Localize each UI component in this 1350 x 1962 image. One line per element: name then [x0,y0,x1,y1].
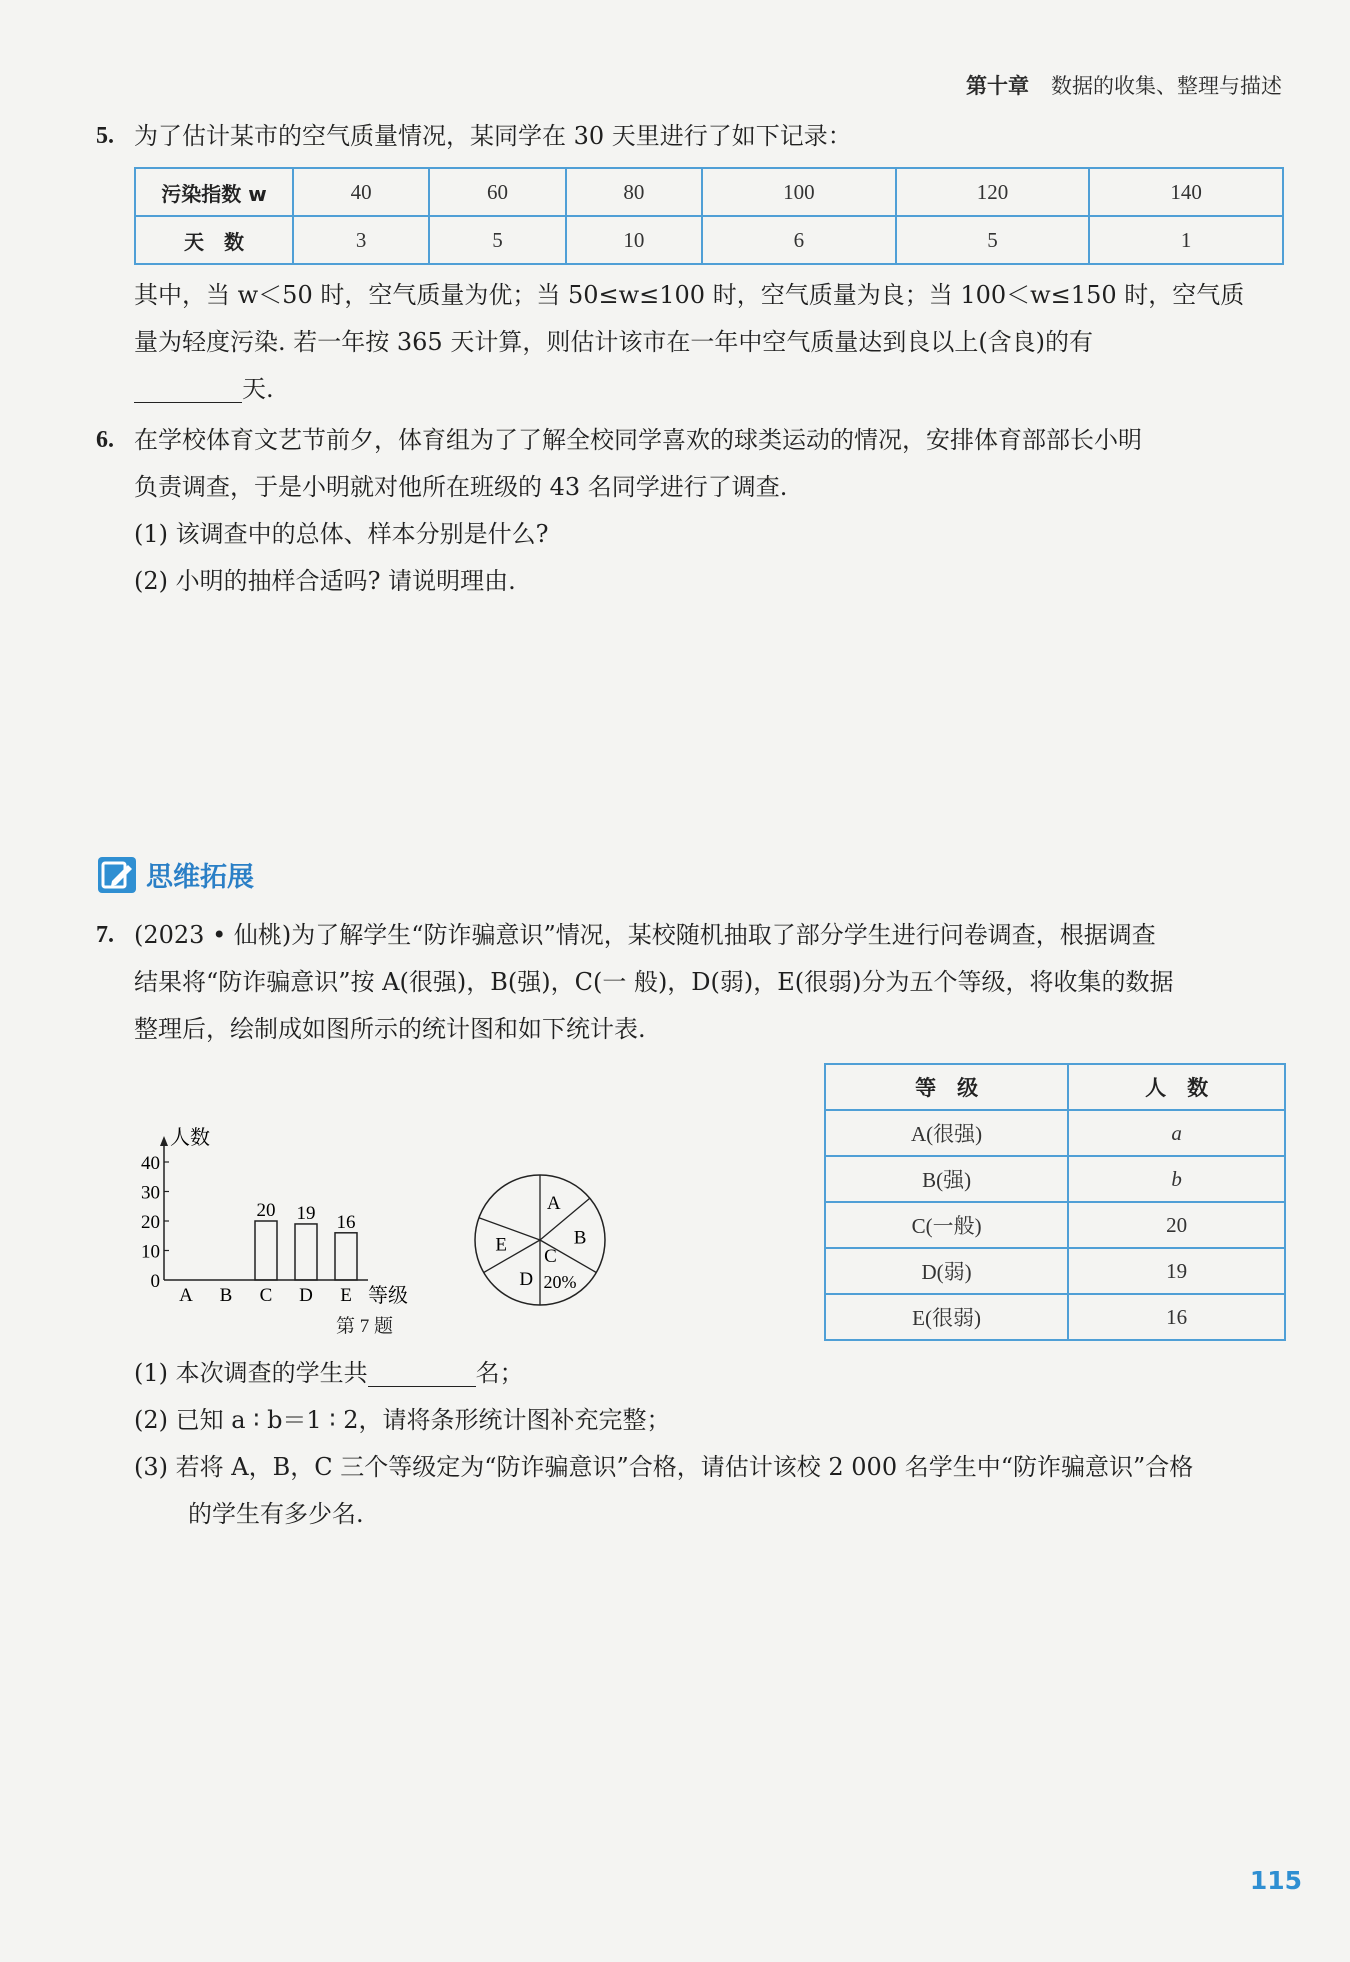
y-tick-label: 40 [141,1153,160,1174]
pie-slice-label: D [519,1268,534,1290]
q5-cell: 5 [429,216,565,264]
q5-cell: 6 [702,216,896,264]
x-tick-label: B [219,1285,233,1306]
q5-cell: 120 [896,168,1090,216]
q5-line1: 为了估计某市的空气质量情况，某同学在 30 天里进行了如下记录： [134,122,852,150]
q5-cell: 3 [293,216,429,264]
y-tick-label: 10 [141,1241,160,1263]
data-label: 16 [336,1211,356,1233]
q7-sub1-suffix: 名； [475,1359,524,1387]
y-tick-label: 0 [150,1271,160,1292]
y-axis-arrow [160,1136,168,1146]
q5-table-label-days: 天 数 [135,216,293,264]
pie-chart [470,1170,610,1310]
q7-sub2: (2) 已知 a ∶ b＝1 ∶ 2，请将条形统计图补充完整； [134,1406,671,1434]
q7-sub1 [134,1350,524,1397]
count-cell: 16 [1068,1294,1285,1340]
answer-blank[interactable] [368,1360,476,1387]
q5-cell: 100 [702,168,896,216]
q7-sub3-line2: 的学生有多少名. [188,1500,364,1528]
pencil-icon [98,857,136,893]
grade-cell: D(弱) [825,1248,1068,1294]
x-tick-label: E [340,1285,352,1306]
x-tick-label: C [259,1285,273,1306]
figure-caption: 第 7 题 [336,1316,394,1337]
q6-line2: 负责调查，于是小明就对他所在班级的 43 名同学进行了调查. [134,473,788,501]
q5-table-row-w [135,168,1283,216]
q5-table [134,167,1284,265]
answer-blank[interactable] [134,376,242,403]
q7-line3: 整理后，绘制成如图所示的统计图和如下统计表. [134,1015,646,1043]
pie-slice-label: C [544,1245,557,1267]
q7-sub3-line1: (3) 若将 A，B，C 三个等级定为“防诈骗意识”合格，请估计该校 2 000 名学生中“防诈骗意识”合格 [134,1453,1194,1481]
table-row [825,1248,1285,1294]
pie-slice-label: B [573,1227,587,1249]
q5-cell: 1 [1089,216,1283,264]
q5-line3: 量为轻度污染. 若一年按 365 天计算，则估计该市在一年中空气质量达到良以上(含良)的有 [134,328,1094,356]
data-label: 19 [296,1202,316,1224]
running-header [966,70,1282,100]
q5-number: 5. [96,123,114,149]
q5-cell: 40 [293,168,429,216]
q5-cell: 80 [566,168,702,216]
chapter-label: 第十章 [966,74,1029,98]
y-tick-label: 30 [141,1182,160,1204]
q6-number: 6. [96,427,114,453]
pie-slice-label: A [546,1193,561,1215]
chapter-title: 数据的收集、整理与描述 [1051,74,1282,98]
pie-slice-divider [484,1240,540,1273]
q7-header-grade: 等 级 [825,1064,1068,1110]
q5-cell: 5 [896,216,1090,264]
section-header [98,855,254,894]
data-label: 20 [256,1200,276,1221]
table-row [825,1294,1285,1340]
grade-cell: B(强) [825,1156,1068,1202]
q5-cell: 140 [1089,168,1283,216]
count-cell: a [1068,1110,1285,1156]
y-axis-label: 人数 [170,1127,210,1149]
grade-cell: E(很弱) [825,1294,1068,1340]
x-tick-label: A [179,1285,193,1306]
pie-slice-label: E [495,1234,507,1256]
q5-cell: 60 [429,168,565,216]
q5-table-row-days [135,216,1283,264]
q6-sub2: (2) 小明的抽样合适吗? 请说明理由. [134,567,516,595]
count-cell: 20 [1068,1202,1285,1248]
table-row [825,1202,1285,1248]
table-row [825,1110,1285,1156]
q5-line2: 其中，当 w＜50 时，空气质量为优；当 50≤w≤100 时，空气质量为良；当 100＜w≤150 时，空气质 [134,281,1245,309]
x-tick-label: D [299,1285,313,1306]
pie-layer [475,1175,605,1305]
q5-line4 [134,366,274,413]
q6-line1: 在学校体育文艺节前夕，体育组为了了解全校同学喜欢的球类运动的情况，安排体育部部长小明 [134,426,1142,454]
q7-table [824,1063,1286,1341]
q7-table-header [825,1064,1285,1110]
bar [295,1224,317,1280]
table-row [825,1156,1285,1202]
grade-cell: C(一般) [825,1202,1068,1248]
q7-line1: (2023 • 仙桃)为了解学生“防诈骗意识”情况，某校随机抽取了部分学生进行问卷调查，根据调查 [134,921,1156,949]
pie-percent-label: 20% [543,1272,577,1292]
bar [335,1233,357,1280]
q5-table-label-w: 污染指数 w [135,168,293,216]
bar-layer [141,1126,408,1307]
y-tick-label: 20 [141,1212,160,1233]
pie-slice-divider [479,1218,540,1240]
q5-cell: 10 [566,216,702,264]
bar-chart [128,1120,438,1310]
count-cell: b [1068,1156,1285,1202]
bar [255,1221,277,1280]
x-axis-label: 等级 [368,1285,408,1307]
page-number: 115 [1249,1866,1302,1895]
grade-cell: A(很强) [825,1110,1068,1156]
section-title: 思维拓展 [146,862,254,893]
q7-sub1-prefix: (1) 本次调查的学生共 [134,1359,368,1387]
q6-sub1: (1) 该调查中的总体、样本分别是什么? [134,520,549,548]
q5-line4-suffix: 天. [242,375,274,403]
q7-number: 7. [96,922,114,948]
q7-line2: 结果将“防诈骗意识”按 A(很强)，B(强)，C(一 般)，D(弱)，E(很弱)分为五个等级，将收集的数据 [134,968,1174,996]
q7-header-count: 人 数 [1068,1064,1285,1110]
count-cell: 19 [1068,1248,1285,1294]
